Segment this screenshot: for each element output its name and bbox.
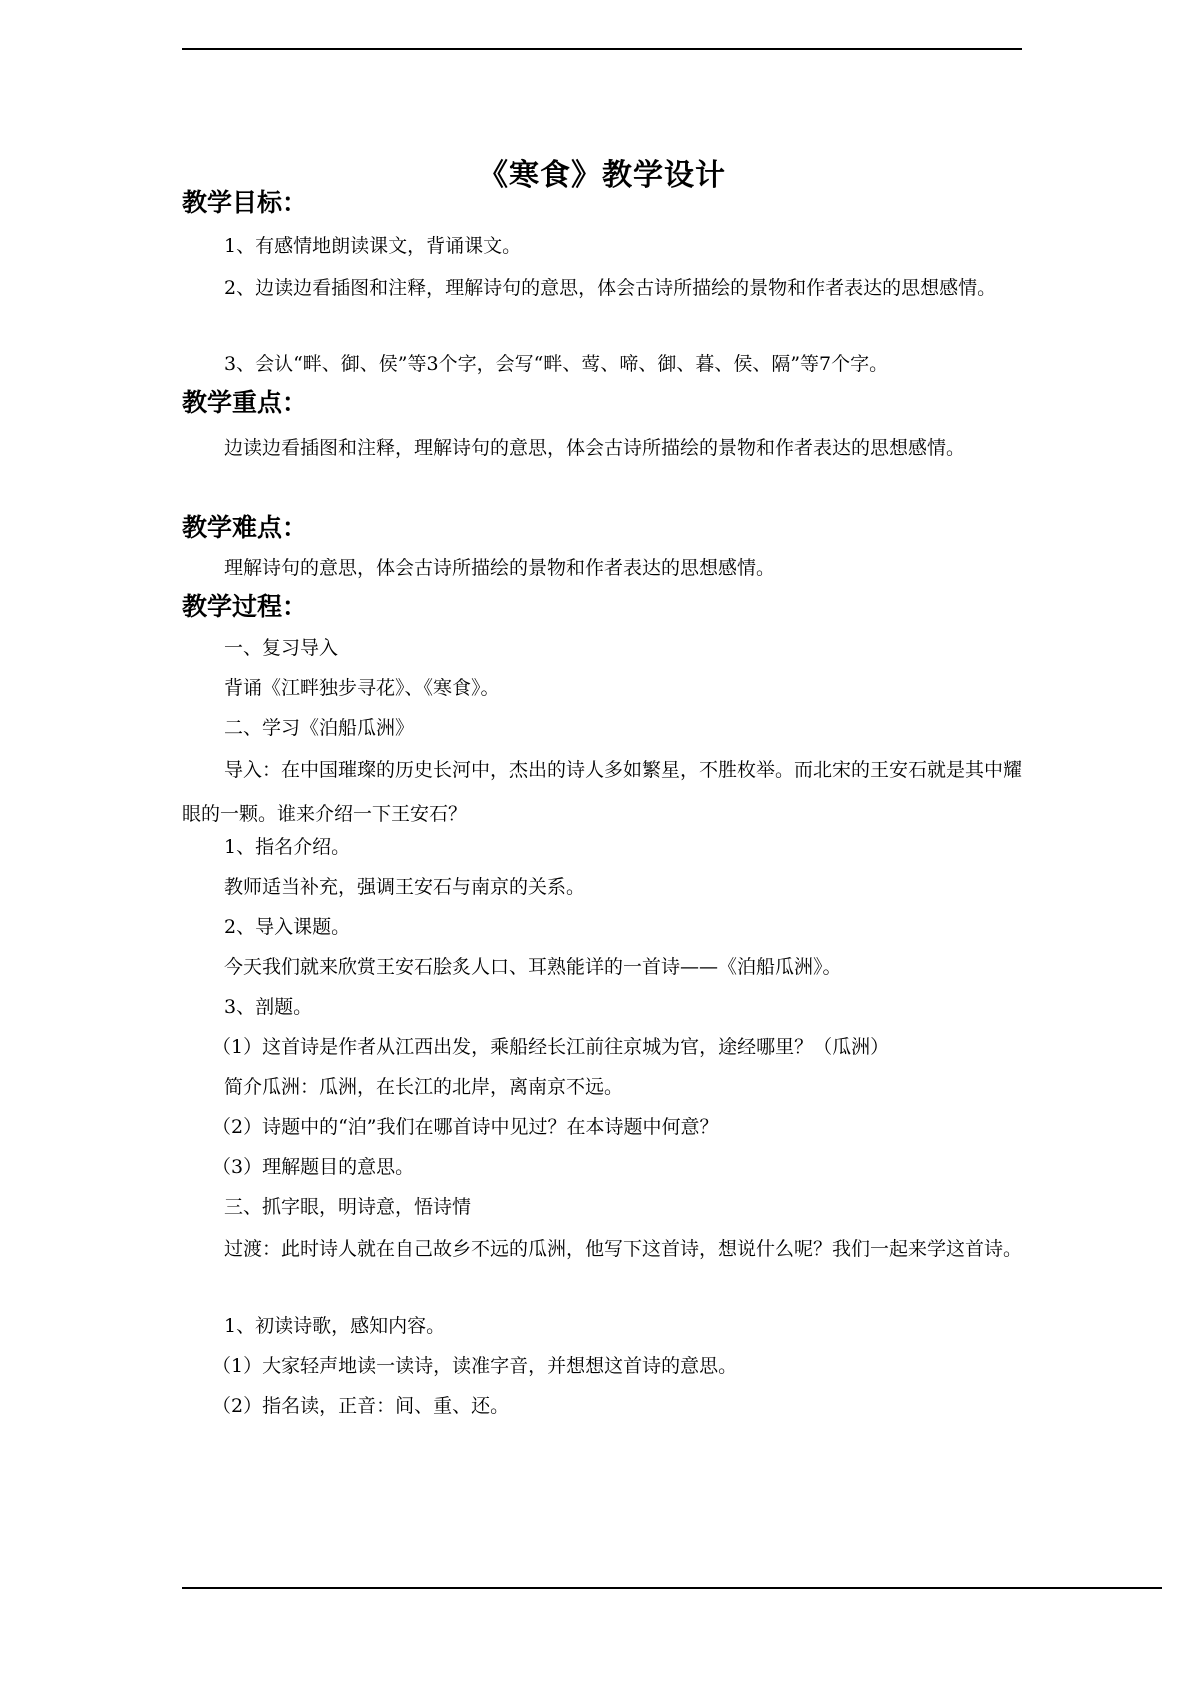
difficulties-text: 理解诗句的意思，体会古诗所描绘的景物和作者表达的思想感情。 — [224, 557, 776, 579]
process-line: 教师适当补充，强调王安石与南京的关系。 — [224, 876, 586, 898]
heading-objectives: 教学目标： — [182, 188, 308, 217]
heading-difficulties: 教学难点： — [182, 513, 308, 542]
objective-3: 3、会认“畔、御、侯”等3个字，会写“畔、莺、啼、御、暮、侯、隔”等7个字。 — [224, 353, 889, 375]
process-line: 一、复习导入 — [224, 637, 339, 659]
objective-2: 2、边读边看插图和注释，理解诗句的意思，体会古诗所描绘的景物和作者表达的思想感情。 — [224, 277, 997, 299]
process-line: 今天我们就来欣赏王安石脍炙人口、耳熟能详的一首诗——《泊船瓜洲》。 — [224, 956, 842, 978]
process-line: （1）大家轻声地读一读诗，读准字音，并想想这首诗的意思。 — [212, 1355, 738, 1377]
process-line: 背诵《江畔独步寻花》、《寒食》。 — [224, 677, 500, 699]
process-line: 1、初读诗歌，感知内容。 — [224, 1315, 446, 1337]
process-line: 过渡：此时诗人就在自己故乡不远的瓜洲，他写下这首诗，想说什么呢？我们一起来学这首诗。 — [224, 1238, 1023, 1260]
process-line: （2）诗题中的“泊”我们在哪首诗中见过？在本诗题中何意？ — [212, 1116, 719, 1138]
heading-key-points: 教学重点： — [182, 388, 308, 417]
objective-1: 1、有感情地朗读课文，背诵课文。 — [224, 235, 522, 257]
key-points-text: 边读边看插图和注释，理解诗句的意思，体会古诗所描绘的景物和作者表达的思想感情。 — [224, 437, 966, 459]
process-line: （2）指名读，正音：间、重、还。 — [212, 1395, 510, 1417]
heading-process: 教学过程： — [182, 592, 308, 621]
header-rule — [182, 48, 1022, 50]
process-line: 3、剖题。 — [224, 996, 313, 1018]
process-line: 三、抓字眼，明诗意，悟诗情 — [224, 1196, 472, 1218]
process-line: 二、学习《泊船瓜洲》 — [224, 717, 415, 739]
process-line: 2、导入课题。 — [224, 916, 351, 938]
process-line: （1）这首诗是作者从江西出发，乘船经长江前往京城为官，途经哪里？（瓜洲） — [212, 1036, 890, 1058]
document-title: 《寒食》教学设计 — [478, 158, 726, 193]
footer-rule — [182, 1587, 1162, 1589]
process-line: （3）理解题目的意思。 — [212, 1156, 415, 1178]
process-line: 1、指名介绍。 — [224, 836, 351, 858]
process-line: 导入：在中国璀璨的历史长河中，杰出的诗人多如繁星，不胜枚举。而北宋的王安石就是其中耀眼的一颗。谁来介绍一下王安石？ — [182, 759, 1023, 825]
process-line: 简介瓜洲：瓜洲，在长江的北岸，离南京不远。 — [224, 1076, 624, 1098]
